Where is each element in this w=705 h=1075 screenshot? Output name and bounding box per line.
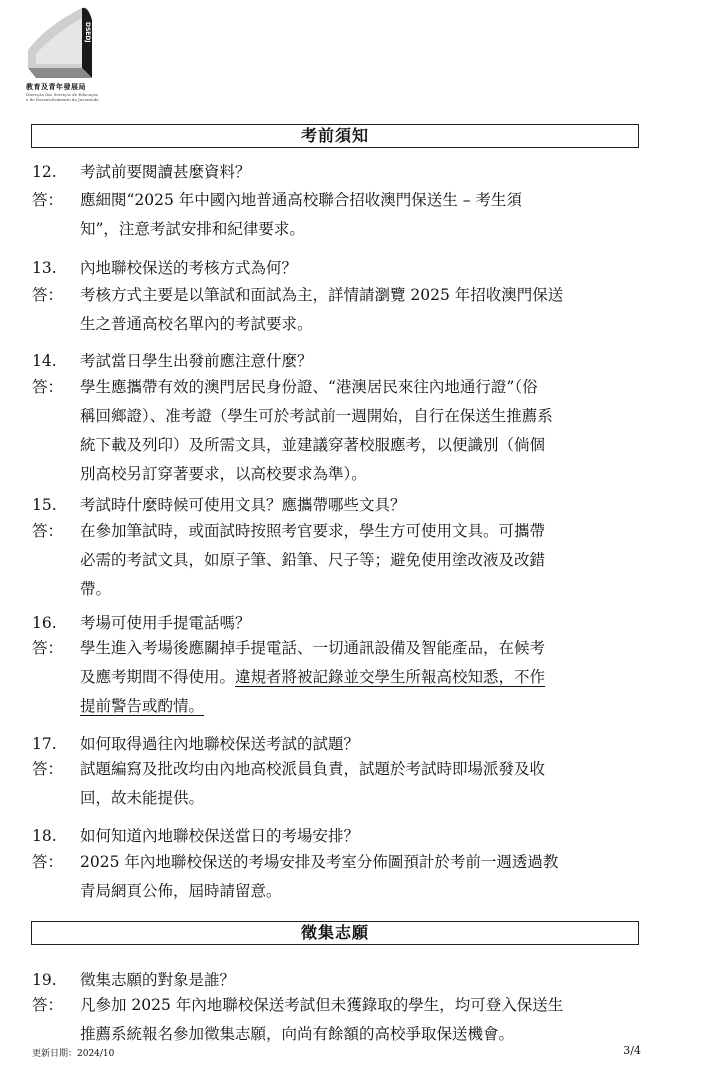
footer-page-number: 3/4 bbox=[623, 1044, 641, 1057]
question-number: 12. bbox=[32, 163, 57, 181]
answer-label: 答： bbox=[32, 853, 64, 871]
question-text: 考場可使用手提電話嗎？ bbox=[80, 614, 251, 632]
answer-line: 青局網頁公佈，屆時請留意。 bbox=[80, 882, 282, 900]
answer-line: 學生進入考場後應關掉手提電話、一切通訊設備及智能產品，在候考 bbox=[80, 639, 546, 657]
answer-label: 答： bbox=[32, 378, 64, 396]
answer-line: 帶。 bbox=[80, 580, 112, 598]
question-13 bbox=[32, 254, 644, 283]
answer-line: 生之普通高校名單內的考試要求。 bbox=[80, 315, 313, 333]
answer-line: 推薦系統報名參加徵集志願，向尚有餘額的高校爭取保送機會。 bbox=[80, 1025, 515, 1043]
question-text: 徵集志願的對象是誰？ bbox=[80, 971, 236, 989]
answer-line: 稱回鄉證）、准考證（學生可於考試前一週開始，自行在保送生推薦系 bbox=[80, 407, 553, 425]
answer-17 bbox=[32, 755, 644, 813]
question-number: 19. bbox=[32, 971, 57, 989]
question-15 bbox=[32, 491, 644, 520]
answer-label: 答： bbox=[32, 639, 64, 657]
answer-13 bbox=[32, 281, 644, 339]
answer-line: 統下載及列印）及所需文具，並建議穿著校服應考，以便識別（倘個 bbox=[80, 436, 546, 454]
question-12 bbox=[32, 158, 644, 187]
question-text: 考試前要閱讀甚麼資料？ bbox=[80, 163, 251, 181]
answer-12 bbox=[32, 186, 644, 244]
question-number: 17. bbox=[32, 735, 57, 753]
answer-line: 考核方式主要是以筆試和面試為主，詳情請瀏覽 2025 年招收澳門保送 bbox=[80, 286, 564, 304]
answer-19 bbox=[32, 991, 644, 1049]
question-number: 13. bbox=[32, 259, 57, 277]
footer-updated-date: 更新日期：2024/10 bbox=[32, 1049, 115, 1059]
question-number: 18. bbox=[32, 827, 57, 845]
answer-label: 答： bbox=[32, 996, 64, 1014]
answer-label: 答： bbox=[32, 760, 64, 778]
dsedj-logo bbox=[26, 6, 116, 102]
question-number: 16. bbox=[32, 614, 57, 632]
answer-line: 別高校另訂穿著要求，以高校要求為準）。 bbox=[80, 465, 367, 483]
answer-line: 應細閱“2025 年中國內地普通高校聯合招收澳門保送生 – 考生須 bbox=[80, 191, 522, 209]
question-text: 考試當日學生出發前應注意什麼？ bbox=[80, 352, 313, 370]
question-text: 考試時什麼時候可使用文具？應攜帶哪些文具？ bbox=[80, 496, 406, 514]
answer-line: 必需的考試文具，如原子筆、鉛筆、尺子等；避免使用塗改液及改錯 bbox=[80, 551, 546, 569]
logo-org-sub-2: e de Desenvolvimento da Juventude bbox=[26, 97, 99, 102]
question-text: 如何知道內地聯校保送當日的考場安排？ bbox=[80, 827, 360, 845]
question-number: 15. bbox=[32, 496, 57, 514]
logo-org-sub-1: Direcção dos Serviços de Educação bbox=[26, 92, 99, 97]
question-14 bbox=[32, 347, 644, 376]
answer-label: 答： bbox=[32, 286, 64, 304]
answer-line: 試題編寫及批改均由內地高校派員負責，試題於考試時即場派發及收 bbox=[80, 760, 546, 778]
answer-line: 凡參加 2025 年內地聯校保送考試但未獲錄取的學生，均可登入保送生 bbox=[80, 996, 564, 1014]
answer-line: 學生應攜帶有效的澳門居民身份證、“港澳居民來往內地通行證”（俗 bbox=[80, 378, 538, 396]
answer-warning-underlined: 違規者將被記錄並交學生所報高校知悉，不作 bbox=[235, 668, 546, 686]
question-text: 內地聯校保送的考核方式為何？ bbox=[80, 259, 298, 277]
answer-line: 知”，注意考試安排和紀律要求。 bbox=[80, 220, 305, 238]
logo-org-name: 教育及青年發展局 bbox=[26, 82, 86, 91]
answer-15 bbox=[32, 517, 644, 604]
answer-label: 答： bbox=[32, 522, 64, 540]
answer-warning-underlined: 提前警告或酌情。 bbox=[80, 697, 205, 715]
question-text: 如何取得過往內地聯校保送考試的試題？ bbox=[80, 735, 360, 753]
logo-mark-icon bbox=[26, 6, 116, 82]
question-number: 14. bbox=[32, 352, 57, 370]
section-header-pre-exam: 考前須知 bbox=[31, 124, 639, 148]
logo-vertical-text: DSEDJ bbox=[84, 22, 91, 43]
answer-label: 答： bbox=[32, 191, 64, 209]
answer-line: 在參加筆試時，或面試時按照考官要求，學生方可使用文具。可攜帶 bbox=[80, 522, 546, 540]
answer-18 bbox=[32, 848, 644, 906]
section-header-supplementary: 徵集志願 bbox=[31, 921, 639, 945]
answer-line: 回，故未能提供。 bbox=[80, 789, 205, 807]
answer-line: 2025 年內地聯校保送的考場安排及考室分佈圖預計於考前一週透過教 bbox=[80, 853, 559, 871]
question-18 bbox=[32, 822, 644, 851]
answer-14 bbox=[32, 373, 644, 489]
answer-text: 及應考期間不得使用。 bbox=[80, 668, 236, 686]
answer-16 bbox=[32, 634, 644, 721]
